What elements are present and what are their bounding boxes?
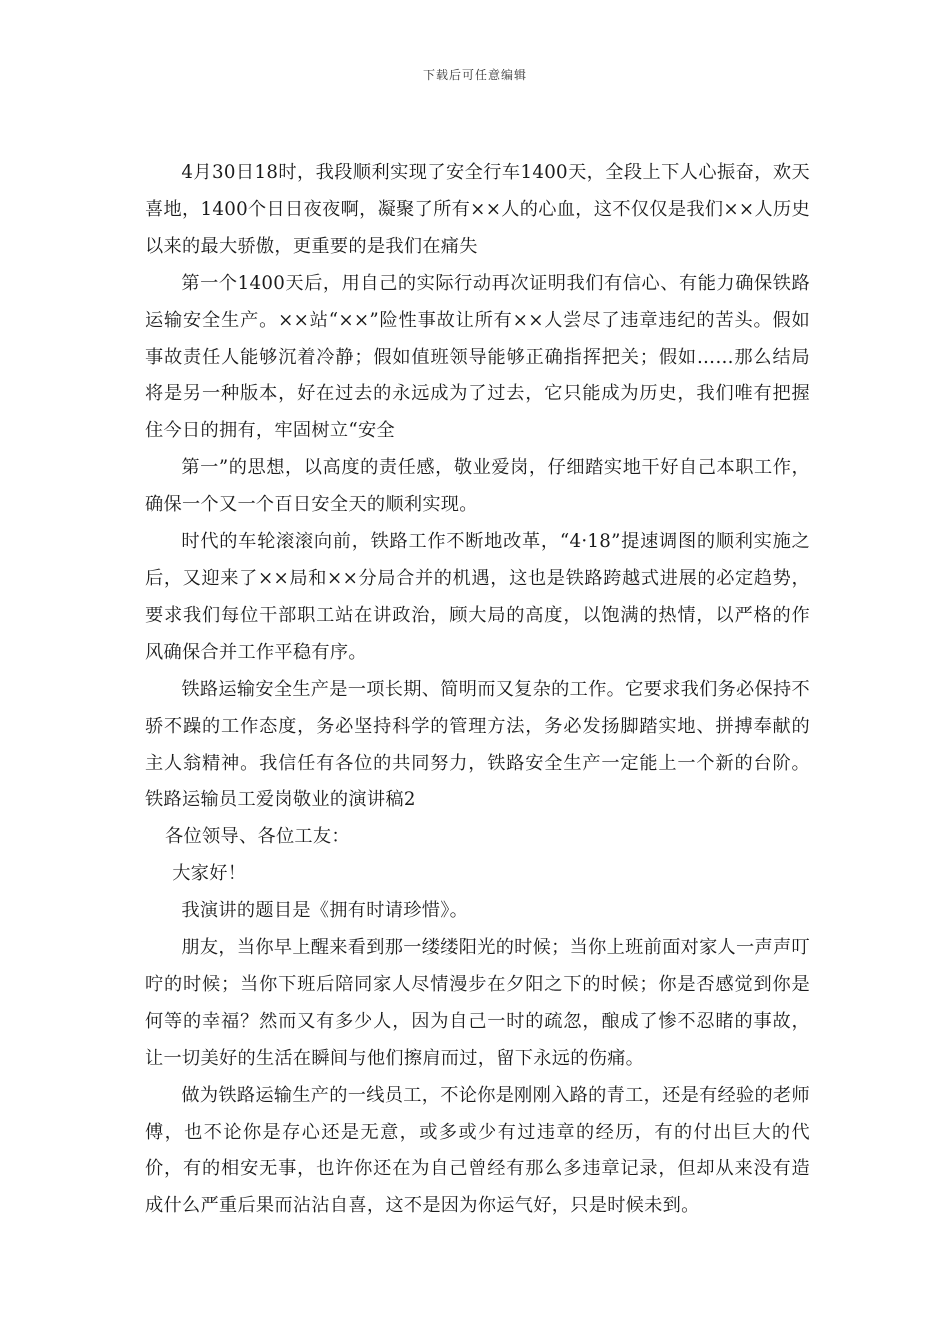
document-body <box>145 155 810 1225</box>
paragraph: 第一个1400天后，用自己的实际行动再次证明我们有信心、有能力确保铁路运输安全生产。××站“××”险性事故让所有××人尝尽了违章违纪的苦头。假如事故责任人能够沉着冷静；假如值班领导能够正确指挥把关；假如……那么结局将是另一种版本，好在过去的永远成为了过去，它只能成为历史，我们唯有把握住今日的拥有，牢固树立“安全 <box>145 272 810 442</box>
salutation: 各位领导、各位工友： <box>165 826 350 848</box>
paragraph: 第一”的思想，以高度的责任感，敬业爱岗，仔细踏实地干好自己本职工作，确保一个又一个百日安全天的顺利实现。 <box>145 457 810 516</box>
greeting: 大家好！ <box>172 863 247 885</box>
paragraph: 4月30日18时，我段顺利实现了安全行车1400天，全段上下人心振奋，欢天喜地，1400个日日夜夜啊，凝聚了所有××人的心血，这不仅仅是我们××人历史以来的最大骄傲，更重要的是我们在痛失 <box>145 162 810 257</box>
paragraph: 铁路运输安全生产是一项长期、简明而又复杂的工作。它要求我们务必保持不骄不躁的工作态度，务必坚持科学的管理方法，务必发扬脚踏实地、拼搏奉献的主人翁精神。我信任有各位的共同努力，铁路安全生产一定能上一个新的台阶。铁路运输员工爱岗敬业的演讲稿2 <box>145 678 810 811</box>
paragraph: 做为铁路运输生产的一线员工，不论你是刚刚入路的青工，还是有经验的老师傅，也不论你是存心还是无意，或多或少有过违章的经历，有的付出巨大的代价，有的相安无事，也许你还在为自己曾经有那么多违章记录，但却从来没有造成什么严重后果而沾沾自喜，这不是因为你运气好，只是时候未到。 <box>145 1084 810 1217</box>
paragraph: 时代的车轮滚滚向前，铁路工作不断地改革，“4·18”提速调图的顺利实施之后，又迎来了××局和××分局合并的机遇，这也是铁路跨越式进展的必定趋势，要求我们每位干部职工站在讲政治，顾大局的高度，以饱满的热情，以严格的作风确保合并工作平稳有序。 <box>145 531 810 663</box>
page-header-note: 下载后可任意编辑 <box>422 68 527 82</box>
paragraph: 朋友，当你早上醒来看到那一缕缕阳光的时候；当你上班前面对家人一声声叮咛的时候；当你下班后陪同家人尽情漫步在夕阳之下的时候；你是否感觉到你是何等的幸福？然而又有多少人，因为自己一时的疏忽，酿成了惨不忍睹的事故，让一切美好的生活在瞬间与他们擦肩而过，留下永远的伤痛。 <box>145 937 810 1069</box>
speech-topic: 我演讲的题目是《拥有时请珍惜》。 <box>181 900 469 922</box>
